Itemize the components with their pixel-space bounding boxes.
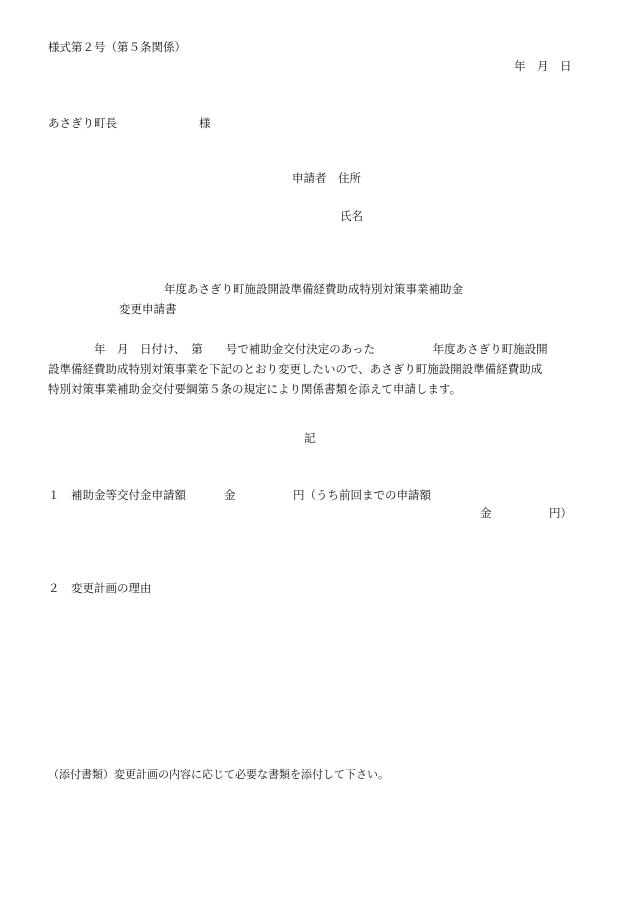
addressee-honorific: 様 (199, 116, 211, 130)
document-title-line-2: 変更申請書 (119, 302, 177, 316)
item-1-previous-amount: 金 円） (480, 506, 572, 520)
ki-heading: 記 (304, 431, 316, 445)
applicant-address-label: 申請者 住所 (292, 171, 361, 185)
attachment-note: （添付書類）変更計画の内容に応じて必要な書類を添付して下さい。 (48, 768, 389, 781)
document-title-line-1: 年度あさぎり町施設開設準備経費助成特別対策事業補助金 (164, 282, 463, 296)
item-2-label: ２ 変更計画の理由 (48, 581, 152, 595)
form-number: 様式第２号（第５条関係） (48, 40, 186, 54)
item-1-amount-text: 金 円（うち前回までの申請額 (224, 488, 431, 502)
addressee-name: あさぎり町長 (48, 116, 117, 130)
body-paragraph: 年 月 日付け、 第 号で補助金交付決定のあった 年度あさぎり町施設開 設準備経費助成特別対策事業を下記のとおり変更したいので、あさぎり町施設開設準備経費助成 特別対策事業補助金交付要綱第５条の規定により関係書類を添えて申請します。 (48, 342, 548, 396)
item-1-label: １ 補助金等交付金申請額 (48, 488, 186, 502)
date-line: 年 月 日 (514, 59, 572, 73)
applicant-name-label: 氏名 (340, 209, 363, 223)
